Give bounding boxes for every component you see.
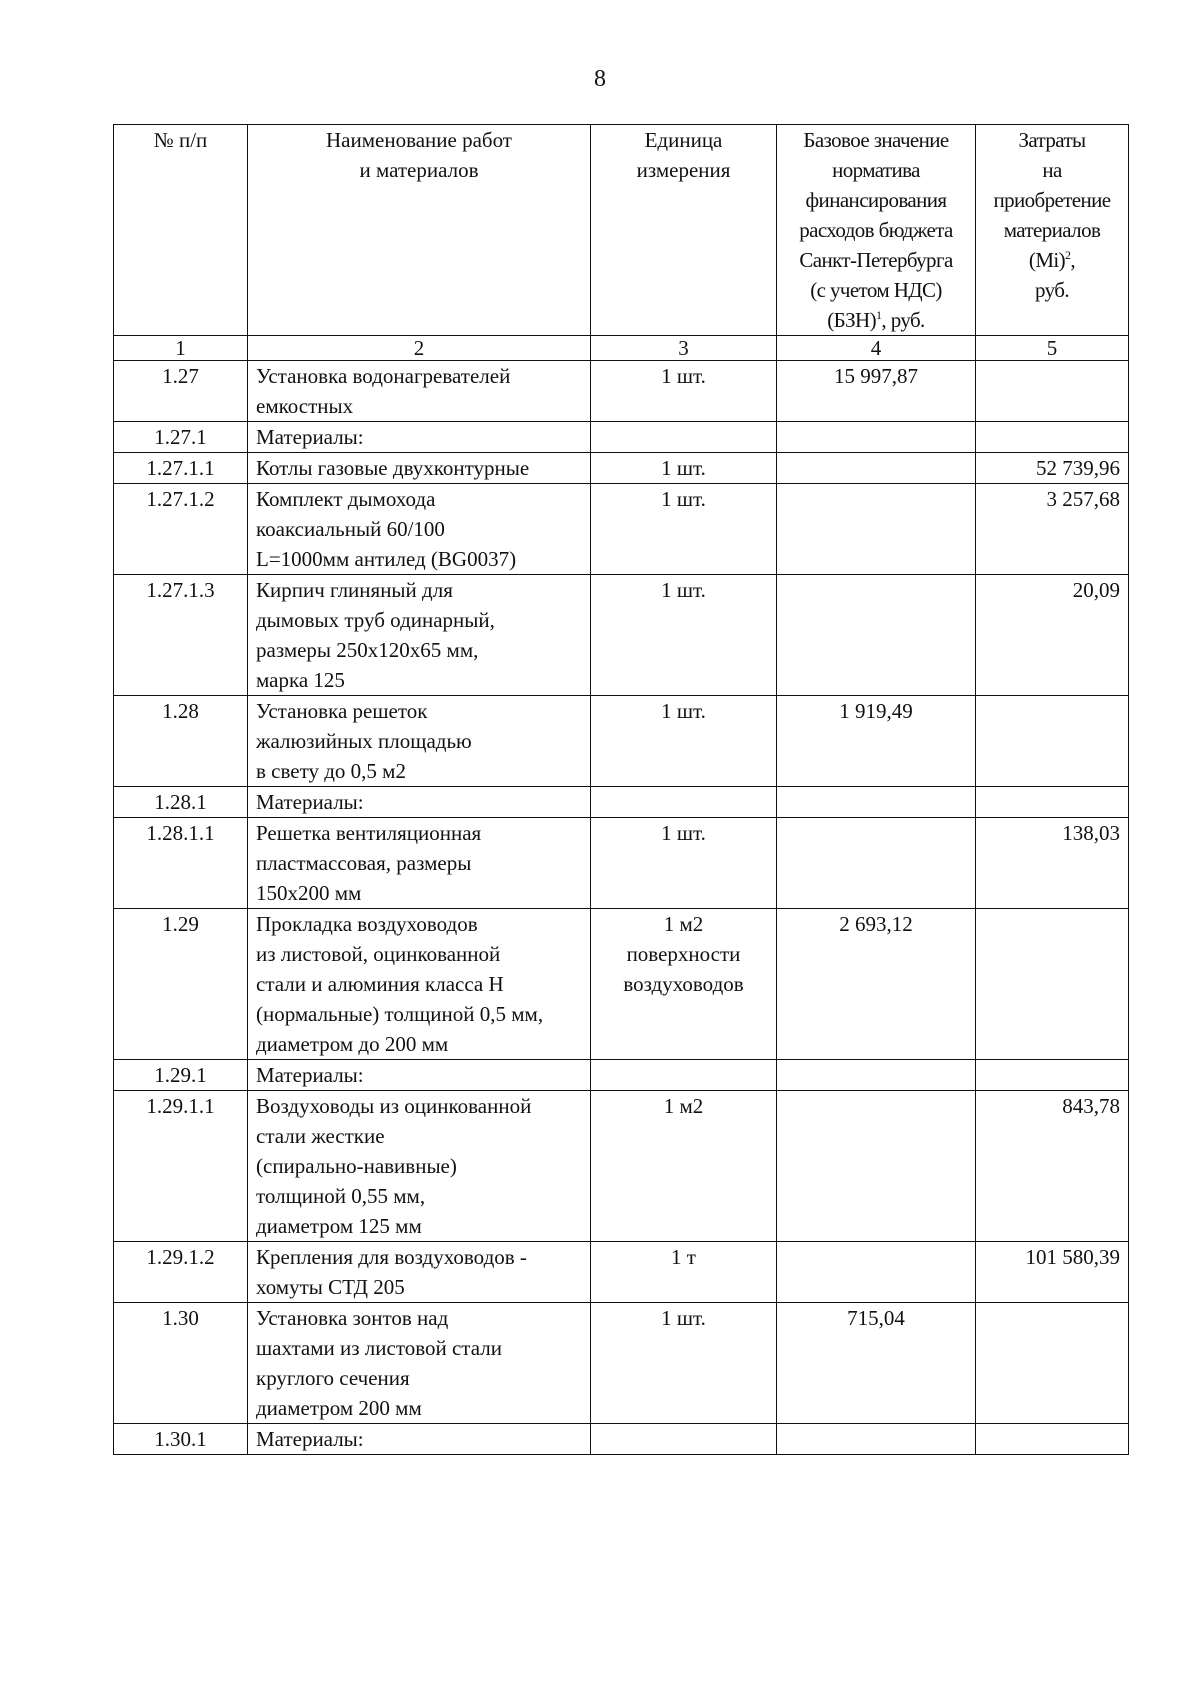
header-number-text: № п/п: [153, 128, 208, 152]
row-material-cost: 843,78: [976, 1091, 1129, 1242]
header-material-costs-tail: , руб.: [1035, 248, 1076, 302]
row-material-cost: [976, 1060, 1129, 1091]
row-name: Установка зонтов над шахтами из листовой стали круглого сечения диаметром 200 мм: [248, 1303, 591, 1424]
row-number: 1.28: [114, 696, 248, 787]
row-unit: [591, 422, 777, 453]
header-base-value-text: Базовое значение норматива финансирования расходов бюджета Санкт-Петербурга (с учетом НДС) (БЗН): [799, 128, 953, 332]
row-number: 1.28.1.1: [114, 818, 248, 909]
row-unit: 1 шт.: [591, 1303, 777, 1424]
row-unit: 1 шт.: [591, 484, 777, 575]
page-number: 8: [594, 66, 606, 92]
row-material-cost: [976, 361, 1129, 422]
norms-table: [113, 124, 1129, 1455]
row-base-value: 715,04: [777, 1303, 976, 1424]
row-base-value: [777, 1242, 976, 1303]
row-name: Материалы:: [248, 422, 591, 453]
row-name: Крепления для воздуховодов - хомуты СТД 205: [248, 1242, 591, 1303]
row-unit: 1 м2 поверхности воздуховодов: [591, 909, 777, 1060]
row-base-value: [777, 787, 976, 818]
table-row: [114, 696, 1129, 787]
table-row: [114, 909, 1129, 1060]
row-unit: 1 м2: [591, 1091, 777, 1242]
row-unit: 1 шт.: [591, 361, 777, 422]
row-material-cost: 138,03: [976, 818, 1129, 909]
row-base-value: 1 919,49: [777, 696, 976, 787]
column-number-2: 2: [248, 336, 591, 361]
row-number: 1.29: [114, 909, 248, 1060]
row-unit: 1 т: [591, 1242, 777, 1303]
row-base-value: [777, 818, 976, 909]
row-number: 1.27: [114, 361, 248, 422]
row-number: 1.27.1.2: [114, 484, 248, 575]
row-base-value: [777, 422, 976, 453]
row-name: Материалы:: [248, 1060, 591, 1091]
row-unit: 1 шт.: [591, 696, 777, 787]
table-row: [114, 787, 1129, 818]
row-name: Материалы:: [248, 787, 591, 818]
column-numbers-row: [114, 336, 1129, 361]
row-unit: 1 шт.: [591, 818, 777, 909]
header-unit: [591, 125, 777, 336]
table-row: [114, 1424, 1129, 1455]
table-row: [114, 484, 1129, 575]
row-number: 1.28.1: [114, 787, 248, 818]
header-name-text: Наименование работ и материалов: [326, 128, 512, 182]
table-row: [114, 361, 1129, 422]
row-unit: [591, 1424, 777, 1455]
row-base-value: 2 693,12: [777, 909, 976, 1060]
row-base-value: [777, 484, 976, 575]
column-number-1: 1: [114, 336, 248, 361]
row-material-cost: [976, 696, 1129, 787]
header-base-value: [777, 125, 976, 336]
row-base-value: [777, 453, 976, 484]
header-name: [248, 125, 591, 336]
row-name: Прокладка воздуховодов из листовой, оцинкованной стали и алюминия класса Н (нормальные) толщиной 0,5 мм, диаметром до 200 мм: [248, 909, 591, 1060]
row-base-value: [777, 1424, 976, 1455]
row-base-value: [777, 1060, 976, 1091]
table-row: [114, 1303, 1129, 1424]
table-row: [114, 1060, 1129, 1091]
row-name: Установка водонагревателей емкостных: [248, 361, 591, 422]
column-number-3: 3: [591, 336, 777, 361]
row-material-cost: 101 580,39: [976, 1242, 1129, 1303]
row-name: Материалы:: [248, 1424, 591, 1455]
row-material-cost: [976, 1303, 1129, 1424]
table-row: [114, 453, 1129, 484]
header-material-costs-text: Затраты на приобретение материалов (Mi): [993, 128, 1111, 272]
row-unit: 1 шт.: [591, 575, 777, 696]
row-material-cost: 20,09: [976, 575, 1129, 696]
row-unit: [591, 787, 777, 818]
row-material-cost: 3 257,68: [976, 484, 1129, 575]
row-unit: [591, 1060, 777, 1091]
row-material-cost: 52 739,96: [976, 453, 1129, 484]
table-row: [114, 818, 1129, 909]
column-number-4: 4: [777, 336, 976, 361]
row-name: Установка решеток жалюзийных площадью в свету до 0,5 м2: [248, 696, 591, 787]
header-unit-text: Единица измерения: [636, 128, 731, 182]
row-material-cost: [976, 787, 1129, 818]
table-row: [114, 1242, 1129, 1303]
row-name: Воздуховоды из оцинкованной стали жесткие (спирально-навивные) толщиной 0,55 мм, диаметром 125 мм: [248, 1091, 591, 1242]
row-number: 1.27.1: [114, 422, 248, 453]
table-row: [114, 1091, 1129, 1242]
row-unit: 1 шт.: [591, 453, 777, 484]
row-number: 1.30.1: [114, 1424, 248, 1455]
row-material-cost: [976, 909, 1129, 1060]
row-base-value: [777, 1091, 976, 1242]
column-number-5: 5: [976, 336, 1129, 361]
header-material-costs-footnote: 2: [1065, 248, 1071, 262]
header-base-value-tail: , руб.: [881, 308, 925, 332]
header-base-value-footnote: 1: [876, 308, 882, 322]
row-number: 1.29.1.1: [114, 1091, 248, 1242]
row-name: Комплект дымохода коаксиальный 60/100 L=1000мм антилед (BG0037): [248, 484, 591, 575]
row-base-value: [777, 575, 976, 696]
header-number: [114, 125, 248, 336]
row-number: 1.29.1.2: [114, 1242, 248, 1303]
row-name: Котлы газовые двухконтурные: [248, 453, 591, 484]
table-row: [114, 575, 1129, 696]
row-material-cost: [976, 1424, 1129, 1455]
table-header-row: [114, 125, 1129, 336]
row-base-value: 15 997,87: [777, 361, 976, 422]
row-number: 1.27.1.3: [114, 575, 248, 696]
table-row: [114, 422, 1129, 453]
header-material-costs: [976, 125, 1129, 336]
row-number: 1.27.1.1: [114, 453, 248, 484]
row-name: Кирпич глиняный для дымовых труб одинарный, размеры 250x120x65 мм, марка 125: [248, 575, 591, 696]
row-material-cost: [976, 422, 1129, 453]
row-name: Решетка вентиляционная пластмассовая, размеры 150x200 мм: [248, 818, 591, 909]
row-number: 1.30: [114, 1303, 248, 1424]
row-number: 1.29.1: [114, 1060, 248, 1091]
